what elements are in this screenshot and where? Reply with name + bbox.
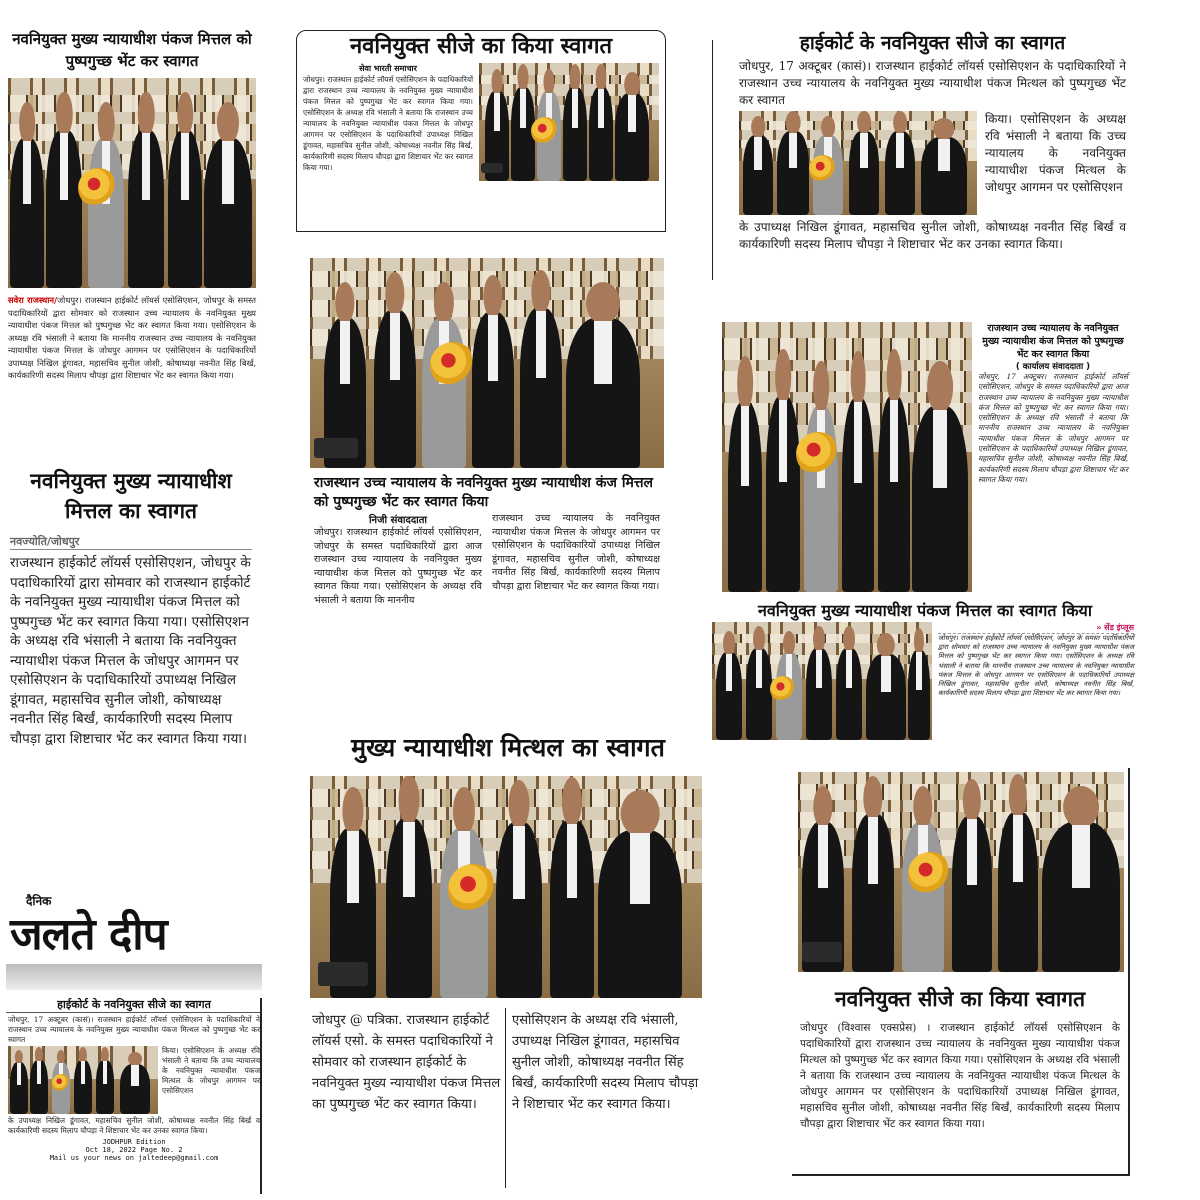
news-photo	[739, 111, 977, 215]
clipping-jalte-deep	[6, 888, 262, 1194]
edition-mail: Mail us your news on jaltedeep@gmail.com	[49, 1153, 219, 1162]
headline: नवनियुक्त मुख्य न्यायाधीश पंकज मित्तल का स्वागत किया	[758, 601, 1092, 620]
byline: ( कार्यालय संवाददाता )	[1015, 362, 1091, 372]
edition-date: Oct 18, 2022 Page No. 2	[85, 1145, 183, 1154]
article-col-1: जोधपुर @ पत्रिका. राजस्थान हाईकोर्ट लॉयर्स एसो. के समस्त पदाधिकारियों ने सोमवार को राजस्थान हाईकोर्ट के नवनियुक्त मुख्य न्यायाधीश पंकज मित्तल का पुष्पगुच्छ भेंट कर स्वागत किया।	[312, 1013, 501, 1112]
headline: राजस्थान उच्च न्यायालय के नवनियुक्त मुख्य न्यायाधीश कंज मित्तल को पुष्पगुच्छ भेंट कर स्वागत किया	[982, 323, 1124, 360]
article-body: जोधपुर (विश्वास एक्सप्रेस) । राजस्थान हाईकोर्ट लॉयर्स एसोसिएशन के पदाधिकारियों द्वारा राजस्थान उच्च न्यायालय के नवनियुक्त मुख्य न्यायाधीश पंकज मित्थल को पुष्पगुच्छ भेंट कर स्वागत किया गया। एसोसिएशन के अध्यक्ष रवि भंसाली ने बताया कि राजस्थान उच्च न्यायालय के नवनियुक्त न्यायाधीश पंकज मित्थल के जोधपुर आगमन पर एसोसिएशन के पदाधिकारियों उपाध्यक्ष निखिल डूंगावत, महासचिव सुनील जोशी, कोषाध्यक्ष नवनीत सिंह बिर्खं, कार्यकारिणी सदस्य मिलाप चौपड़ा द्वारा शिष्टाचार भेंट कर स्वागत किया गया।	[800, 1022, 1120, 1130]
news-photo	[8, 78, 256, 288]
headline: नवनियुक्त मुख्य न्यायाधीश मित्तल का स्वागत	[30, 469, 232, 523]
headline: हाईकोर्ट के नवनियुक्त सीजे का स्वागत	[799, 32, 1066, 54]
masthead	[6, 888, 262, 998]
clipping-navjyoti	[6, 466, 256, 870]
edition-footer	[6, 1138, 262, 1162]
article-body: जोधपुर। राजस्थान हाईकोर्ट लॉयर्स एसोसिएशन, जोधपुर के समस्त पदाधिकारियों द्वारा सोमवार को राजस्थान उच्च न्यायालय के नवनियुक्त मुख्य न्यायाधीश पंकज मित्तल को पुष्पगुच्छ भेंट कर स्वागत किया गया। एसोसिएशन के अध्यक्ष रवि भंसाली ने बताया कि माननीय राजस्थान उच्च न्यायालय के नवनियुक्त न्यायाधीश पंकज मित्तल के जोधपुर आगमन पर एसोसिएशन के पदाधिकारियों उपाध्यक्ष निखिल डूंगावत, महासचिव सुनील जोशी, कोषाध्यक्ष नवनीत सिंह बिर्खं, कार्यकारिणी सदस्य मिलाप चौपड़ा द्वारा शिष्टाचार भेंट कर स्वागत किया गया।	[938, 634, 1134, 698]
news-photo	[479, 63, 659, 181]
clipping-hc-cj-welcome	[735, 30, 1130, 292]
news-photo	[722, 322, 972, 592]
article-body: जोधपुर। राजस्थान हाईकोर्ट लॉयर्स एसोसिएशन के पदाधिकारियों द्वारा राजस्थान उच्च न्यायालय के नवनियुक्त मुख्य न्यायाधीश पंकज मित्तल को पुष्पगुच्छ भेंट कर स्वागत किया गया। एसोसिएशन के अध्यक्ष रवि भंसाली ने बताया कि राजस्थान उच्च न्यायालय के नवनियुक्त न्यायाधीश पंकज मित्तल के जोधपुर आगमन पर एसोसिएशन के पदाधिकारियों उपाध्यक्ष निखिल डूंगावत, महासचिव सुनील जोशी, कोषाध्यक्ष नवनीत सिंह बिर्खं, कार्यकारिणी सदस्य मिलाप चौपड़ा द्वारा शिष्टाचार भेंट कर स्वागत किया गया।	[303, 75, 473, 172]
logo: जलते दीप	[10, 909, 167, 960]
source-label: » सेंड इंप्लूस	[938, 622, 1134, 634]
headline: नवनियुक्त मुख्य न्यायाधीश पंकज मित्तल को पुष्पगुच्छ भेंट कर स्वागत	[12, 30, 252, 70]
clipping-send-impulse	[710, 600, 1140, 750]
headline: मुख्य न्यायाधीश मित्थल का स्वागत	[351, 733, 665, 762]
clipping-vishwas-express	[792, 768, 1130, 1176]
article-body-side: किया। एसोसिएशन के अध्यक्ष रवि भंसाली ने बताया कि उच्च न्यायालय के नवनियुक्त न्यायाधीश पंकज मित्थल के जोधपुर आगमन पर एसोसिएशन	[162, 1046, 260, 1095]
news-photo	[310, 776, 702, 998]
article-body-tail: के उपाध्यक्ष निखिल डूंगावत, महासचिव सुनील जोशी, कोषाध्यक्ष नवनीत सिंह बिर्खं व कार्यकारिणी सदस्य मिलाप चौपड़ा ने शिष्टाचार भेंट कर उनका स्वागत किया।	[8, 1116, 260, 1136]
article-col-2: राजस्थान उच्च न्यायालय के नवनियुक्त न्यायाधीश पंकज मित्तल के जोधपुर आगमन पर एसोसिएशन के पदाधिकारियों उपाध्यक्ष निखिल डूंगावत, महासचिव सुनील जोशी, कोषाध्यक्ष नवनीत सिंह बिर्खं, कार्यकारिणी सदस्य मिलाप चौपड़ा द्वारा शिष्टाचार भेंट कर स्वागत किया गया।	[492, 513, 660, 592]
column-rule	[712, 40, 713, 280]
dateline: जोधपुर, 17 अक्टूबर (कासं)। राजस्थान हाईकोर्ट लॉयर्स एसोसिएशन के पदाधिकारियों ने राजस्थान उच्च न्यायालय के नवनियुक्त मुख्य न्यायाधीश पंकज मित्थल को पुष्पगुच्छ भेंट कर स्वागत	[8, 1015, 260, 1044]
article-col-1: जोधपुर। राजस्थान हाईकोर्ट लॉयर्स एसोसिएशन, जोधपुर के समस्त पदाधिकारियों द्वारा आज राजस्थान उच्च न्यायालय के नवनियुक्त मुख्य न्यायाधीश कंज मित्तल को पुष्पगुच्छ भेंट कर स्वागत किया गया। एसोसिएशन के अध्यक्ष रवि भंसाली ने बताया कि माननीय	[314, 527, 482, 606]
clipping-seva-bharati	[296, 30, 666, 232]
byline: निजी संवाददाता	[368, 515, 428, 526]
source-label: सवेरा राजस्थान/	[8, 295, 58, 305]
article-col-2: एसोसिएशन के अध्यक्ष रवि भंसाली, उपाध्यक्ष निखिल डूंगावत, महासचिव सुनील जोशी, कोषाध्यक्ष नवनीत सिंह बिर्खं, कार्यकारिणी सदस्य मिलाप चौपड़ा ने शिष्टाचार भेंट कर स्वागत किया।	[512, 1013, 699, 1112]
logo-small: दैनिक	[26, 894, 52, 908]
article-body: जोधपुर, 17 अक्टूबर। राजस्थान हाईकोर्ट लॉयर्स एसोसिएशन, जोधपुर के समस्त पदाधिकारियों द्वारा आज राजस्थान उच्च न्यायालय के नवनियुक्त मुख्य न्यायाधीश कंज मित्तल को पुष्पगुच्छ भेंट कर स्वागत किया गया। एसोसिएशन के अध्यक्ष रवि भंसाली ने बताया कि माननीय राजस्थान उच्च न्यायालय के नवनियुक्त न्यायाधीश पंकज मित्तल के जोधपुर आगमन पर एसोसिएशन के पदाधिकारियों उपाध्यक्ष निखिल डूंगावत, महासचिव सुनील जोशी, कोषाध्यक्ष नवनीत सिंह बिर्खं, कार्यकारिणी सदस्य मिलाप चौपड़ा द्वारा शिष्टाचार भेंट कर स्वागत किया गया।	[978, 372, 1128, 484]
headline: राजस्थान उच्च न्यायालय के नवनियुक्त मुख्य न्यायाधीश कंज मित्तल को पुष्पगुच्छ भेंट कर स्वागत किया	[314, 475, 653, 510]
source-label: नवज्योति/जोधपुर	[10, 534, 252, 550]
edition-name: JODHPUR Edition	[102, 1137, 166, 1146]
news-photo	[310, 258, 664, 468]
article-body: सवेरा राजस्थान/जोधपुर। राजस्थान हाईकोर्ट लॉयर्स एसोसिएशन, जोधपुर के समस्त पदाधिकारियों द्वारा सोमवार को राजस्थान उच्च न्यायालय के नवनियुक्त मुख्य न्यायाधीश पंकज मित्तल को पुष्पगुच्छ भेंट कर स्वागत किया गया। एसोसिएशन के अध्यक्ष रवि भंसाली ने बताया कि माननीय राजस्थान उच्च न्यायालय के नवनियुक्त न्यायाधीश पंकज मित्तल के जोधपुर आगमन पर एसोसिएशन के पदाधिकारियों उपाध्यक्ष निखिल डूंगावत, महासचिव सुनील जोशी, कोषाध्यक्ष नवनीत सिंह बिर्खं, कार्यकारिणी सदस्य मिलाप चौपड़ा द्वारा शिष्टाचार भेंट कर स्वागत किया गया।	[8, 295, 257, 380]
byline: सेवा भारती समाचार	[359, 64, 417, 73]
headline: हाईकोर्ट के नवनियुक्त सीजे का स्वागत	[6, 998, 262, 1013]
news-photo	[712, 622, 932, 740]
clipping-niji-samvaddata	[310, 258, 666, 660]
news-photo	[798, 772, 1124, 972]
clipping-savera-rajasthan	[6, 28, 258, 438]
article-body-side: किया। एसोसिएशन के अध्यक्ष रवि भंसाली ने बताया कि उच्च न्यायालय के नवनियुक्त न्यायाधीश पंकज मित्थल के जोधपुर आगमन पर एसोसिएशन	[985, 112, 1126, 194]
article-body: राजस्थान हाईकोर्ट लॉयर्स एसोसिएशन, जोधपुर के पदाधिकारियों द्वारा सोमवार को राजस्थान हाईकोर्ट के नवनियुक्त मुख्य न्यायाधीश पंकज मित्तल को पुष्पगुच्छ भेंट कर स्वागत किया गया। एसोसिएशन के अध्यक्ष रवि भंसाली ने बताया कि नवनियुक्त न्यायाधीश पंकज मित्तल के जोधपुर आगमन पर एसोसिएशन के पदाधिकारियों उपाध्यक्ष निखिल डूंगावत, महासचिव सुनील जोशी, कोषाध्यक्ष नवनीत सिंह बिर्खं, कार्यकारिणी सदस्य मिलाप चौपड़ा द्वारा शिष्टाचार भेंट कर स्वागत किया गया।	[10, 555, 251, 747]
news-photo	[8, 1046, 158, 1114]
clipping-karyalay-samvaddata	[722, 322, 1134, 598]
article-body-tail: के उपाध्यक्ष निखिल डूंगावत, महासचिव सुनील जोशी, कोषाध्यक्ष नवनीत सिंह बिर्खं व कार्यकारिणी सदस्य मिलाप चौपड़ा ने शिष्टाचार भेंट कर उनका स्वागत किया।	[739, 220, 1126, 251]
headline: नवनियुक्त सीजे का किया स्वागत	[834, 987, 1086, 1011]
clipping-patrika	[306, 728, 710, 1192]
headline: नवनियुक्त सीजे का किया स्वागत	[349, 34, 613, 59]
dateline: जोधपुर, 17 अक्टूबर (कासं)। राजस्थान हाईकोर्ट लॉयर्स एसोसिएशन के पदाधिकारियों ने राजस्थान उच्च न्यायालय के नवनियुक्त मुख्य न्यायाधीश पंकज मित्थल को पुष्पगुच्छ भेंट कर स्वागत	[739, 59, 1126, 107]
